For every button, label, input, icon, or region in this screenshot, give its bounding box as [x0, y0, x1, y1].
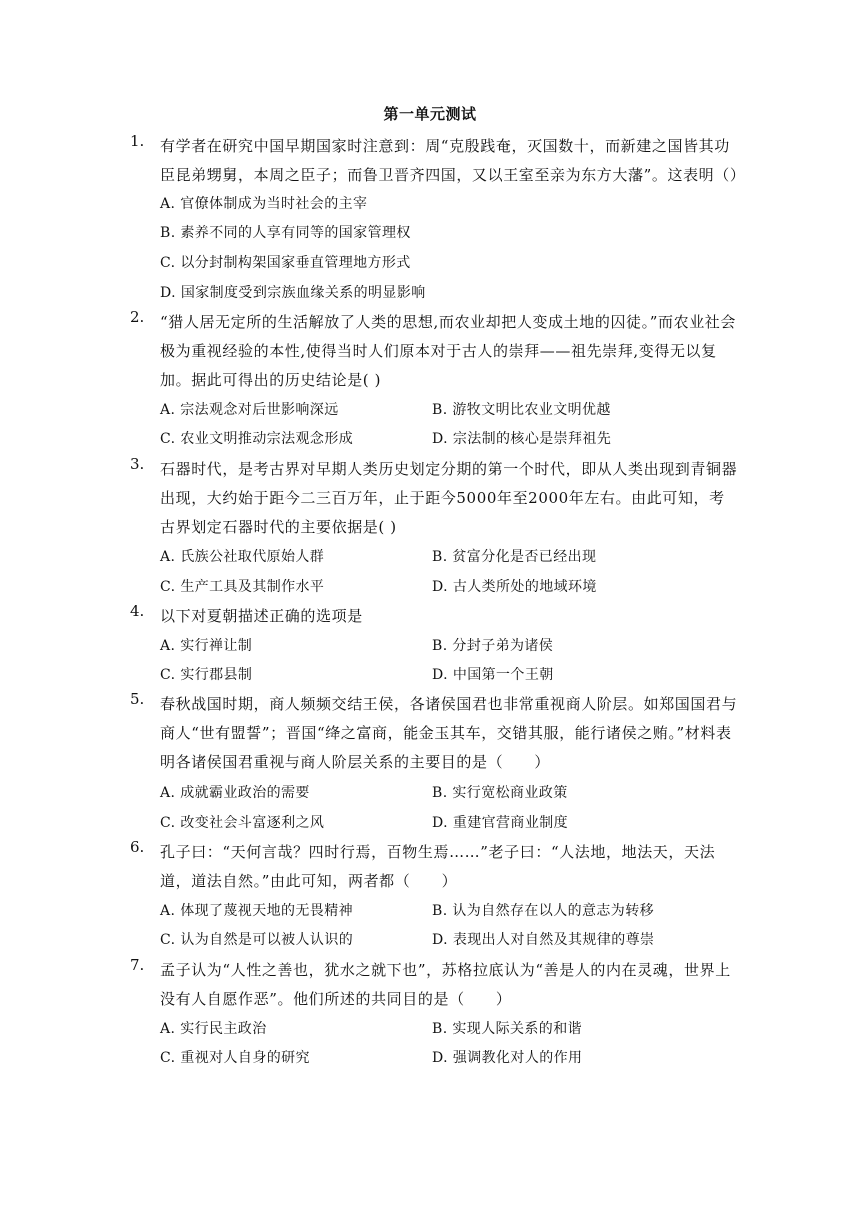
option-b: B. 素养不同的人享有同等的国家管理权 — [160, 225, 411, 241]
option-c: C. 重视对人自身的研究 — [160, 1050, 310, 1066]
option-a: A. 宗法观念对后世影响深远 — [160, 402, 339, 418]
question-number: 3. — [130, 455, 145, 473]
question-7 — [130, 956, 740, 1014]
option-a: A. 实行禅让制 — [160, 638, 253, 654]
question-number: 1. — [130, 132, 145, 150]
question-stem: 孔子曰：“天何言哉？四时行焉，百物生焉……”老子曰：“人法地，地法天，天法道，道法自然。”由此可知，两者都（ ） — [160, 843, 716, 890]
question-number: 6. — [130, 838, 145, 856]
option-d: D. 中国第一个王朝 — [432, 667, 554, 683]
question-stem: 孟子认为“人性之善也，犹水之就下也”，苏格拉底认为“善是人的内在灵魂，世界上没有人自愿作恶”。他们所述的共同目的是（ ） — [160, 961, 731, 1008]
option-d: D. 强调教化对人的作用 — [432, 1050, 583, 1066]
question-stem: 有学者在研究中国早期国家时注意到：周“克殷践奄，灭国数十，而新建之国皆其功臣昆弟甥舅，本周之臣子；而鲁卫晋齐四国，又以王室至亲为东方大藩”。这表明（） — [160, 137, 746, 184]
option-c: C. 实行郡县制 — [160, 667, 253, 683]
option-a: A. 氏族公社取代原始人群 — [160, 549, 325, 565]
question-5 — [130, 690, 740, 777]
option-a: A. 官僚体制成为当时社会的主宰 — [160, 196, 368, 212]
question-3 — [130, 455, 740, 542]
question-4 — [130, 602, 740, 631]
option-c: C. 改变社会斗富逐利之风 — [160, 815, 325, 831]
question-6 — [130, 838, 740, 896]
question-number: 4. — [130, 602, 145, 620]
option-d: D. 国家制度受到宗族血缘关系的明显影响 — [160, 285, 426, 301]
option-d: D. 重建官营商业制度 — [432, 815, 569, 831]
option-b: B. 游牧文明比农业文明优越 — [432, 402, 611, 418]
question-2 — [130, 308, 740, 395]
question-stem: 春秋战国时期，商人频频交结王侯，各诸侯国君也非常重视商人阶层。如郑国国君与商人“世有盟誓”；晋国“绛之富商，能金玉其车，交错其服，能行诸侯之贿。”材料表明各诸侯国君重视与商人阶层关系的主要目的是（ ） — [160, 695, 738, 771]
question-number: 5. — [130, 690, 145, 708]
question-stem: “猎人居无定所的生活解放了人类的思想,而农业却把人变成土地的囚徒。”而农业社会极为重视经验的本性,使得当时人们原本对于古人的崇拜——祖先崇拜,变得无以复加。据此可得出的历史结论是( ) — [160, 313, 737, 389]
option-b: B. 分封子弟为诸侯 — [432, 638, 554, 654]
page-title: 第一单元测试 — [383, 105, 477, 123]
option-d: D. 表现出人对自然及其规律的尊崇 — [432, 932, 655, 948]
option-c: C. 认为自然是可以被人认识的 — [160, 932, 354, 948]
option-c: C. 以分封制构架国家垂直管理地方形式 — [160, 255, 411, 271]
option-b: B. 实行宽松商业政策 — [432, 785, 568, 801]
option-c: C. 农业文明推动宗法观念形成 — [160, 431, 354, 447]
option-a: A. 实行民主政治 — [160, 1021, 267, 1037]
option-a: A. 体现了蔑视天地的无畏精神 — [160, 903, 354, 919]
question-number: 2. — [130, 308, 145, 326]
option-b: B. 实现人际关系的和谐 — [432, 1021, 582, 1037]
question-number: 7. — [130, 956, 145, 974]
question-1 — [130, 132, 746, 190]
option-b: B. 贫富分化是否已经出现 — [432, 549, 597, 565]
option-d: D. 古人类所处的地域环境 — [432, 579, 597, 595]
option-d: D. 宗法制的核心是崇拜祖先 — [432, 431, 612, 447]
question-stem: 石器时代，是考古界对早期人类历史划定分期的第一个时代，即从人类出现到青铜器出现，大约始于距今二三百万年，止于距今5000年至2000年左右。由此可知，考古界划定石器时代的主要依据是( ) — [160, 460, 738, 536]
question-stem: 以下对夏朝描述正确的选项是 — [160, 607, 363, 625]
option-c: C. 生产工具及其制作水平 — [160, 579, 325, 595]
option-b: B. 认为自然存在以人的意志为转移 — [432, 903, 654, 919]
option-a: A. 成就霸业政治的需要 — [160, 785, 310, 801]
